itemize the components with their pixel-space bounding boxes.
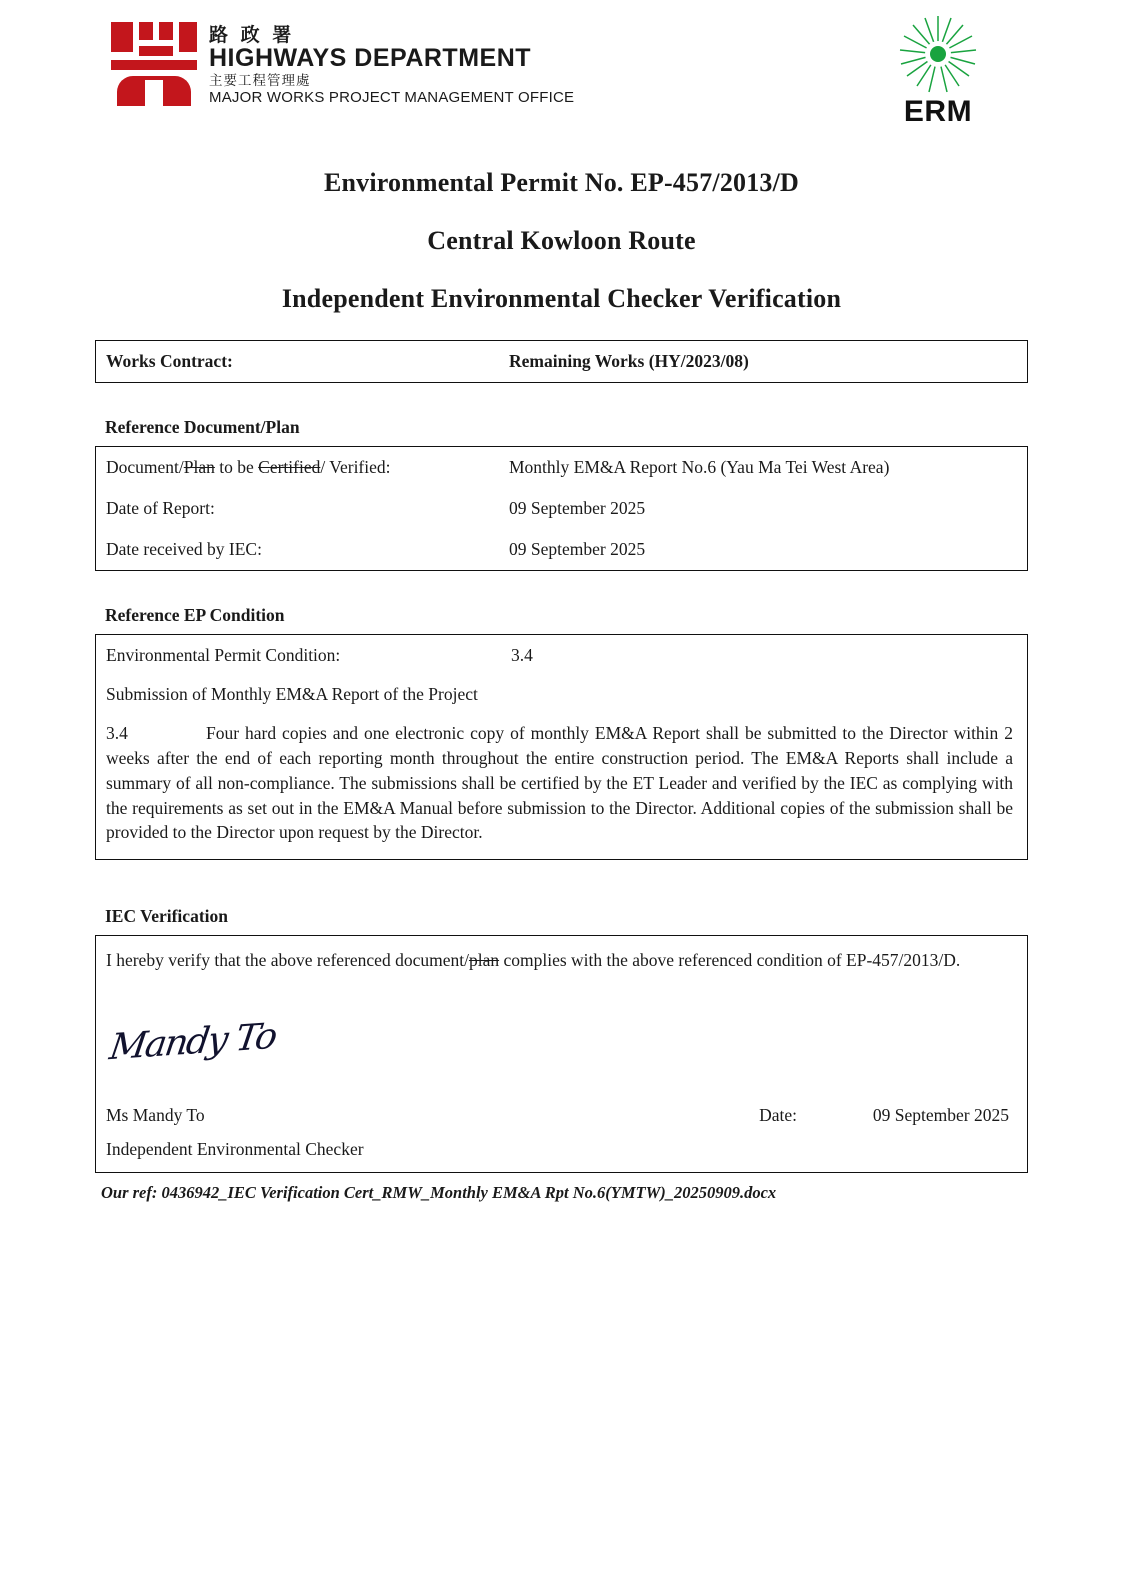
our-reference-footer: Our ref: 0436942_IEC Verification Cert_RMW_Monthly EM&A Rpt No.6(YMTW)_20250909.docx [101,1183,777,1203]
statement-pre: I hereby verify that the above referenced document/ [106,950,469,971]
project-title: Central Kowloon Route [427,226,696,255]
signatory-title: Independent Environmental Checker [106,1139,364,1160]
signatory-name: Ms Mandy To [106,1105,205,1126]
iec-verification-statement [106,948,1011,973]
reference-document-section-label: Reference Document/Plan [105,417,300,437]
dept-chinese-name: 路 政 署 [209,24,295,46]
office-english-name: MAJOR WORKS PROJECT MANAGEMENT OFFICE [209,88,575,106]
erm-logo [878,14,998,129]
office-chinese-name: 主要工程管理處 [209,72,311,89]
document-to-verify-value: Monthly EM&A Report No.6 (Yau Ma Tei West Area) [509,457,890,477]
table-row [96,529,1027,570]
label-part-document: Document/ [106,457,184,477]
dept-english-name: HIGHWAYS DEPARTMENT [209,44,532,73]
date-received-label: Date received by IEC: [106,539,262,559]
permit-number-title: Environmental Permit No. EP-457/2013/D [323,168,800,197]
ep-condition-title: Submission of Monthly EM&A Report of the Project [106,684,478,704]
document-type-title: Independent Environmental Checker Verification [281,284,842,313]
date-of-report-label: Date of Report: [106,498,215,518]
iec-verification-box [95,935,1028,1173]
table-row [106,645,1013,666]
document-header [95,0,1028,142]
ep-condition-number: 3.4 [511,645,533,665]
label-part-tobe: to be [214,457,259,477]
date-of-report-value: 09 September 2025 [509,498,646,518]
highways-department-emblem-icon [111,22,197,106]
reference-document-table [95,446,1028,571]
highways-department-logo [111,22,574,106]
ep-condition-clause-number: 3.4 [106,723,128,743]
erm-wordmark: ERM [903,95,973,128]
table-row [96,341,1027,382]
date-received-value: 09 September 2025 [509,539,646,559]
statement-post: complies with the above referenced condition of EP-457/2013/D. [499,950,961,971]
label-part-plan-struck: Plan [183,457,215,477]
works-contract-label: Works Contract: [106,351,233,371]
label-part-certified-struck: Certified [258,457,321,477]
works-contract-value: Remaining Works (HY/2023/08) [509,351,749,371]
reference-ep-condition-box [95,634,1028,860]
signature-date-label: Date: [759,1105,797,1126]
ep-condition-label: Environmental Permit Condition: [106,645,341,665]
label-part-verified: / Verified: [320,457,391,477]
erm-sunburst-icon [883,14,993,94]
ep-condition-clause-text: Four hard copies and one electronic copy of monthly EM&A Report shall be submitted to the Director within 2 weeks after the end of each reporting month throughout the entire construction period. The EM&A Reports shall include a summary of all non-compliance. The submissions shall be certified by the ET Leader and verified by the IEC as complying with the requirements as set out in the EM&A Manual before submission to the Director. Additional copies of the submission shall be provided to the Director upon request by the Director. [106,723,1013,843]
works-contract-table [95,340,1028,383]
document-to-verify-label [96,447,501,488]
statement-plan-struck: plan [468,950,500,971]
table-row [96,447,1027,488]
document-title-block [95,168,1028,314]
table-row [96,488,1027,529]
ep-condition-text [106,721,1013,845]
signature-date-value: 09 September 2025 [872,1105,1009,1126]
signature-image: Mandy To [107,1015,279,1068]
reference-ep-condition-section-label: Reference EP Condition [105,605,285,625]
iec-verification-section-label: IEC Verification [105,906,228,927]
